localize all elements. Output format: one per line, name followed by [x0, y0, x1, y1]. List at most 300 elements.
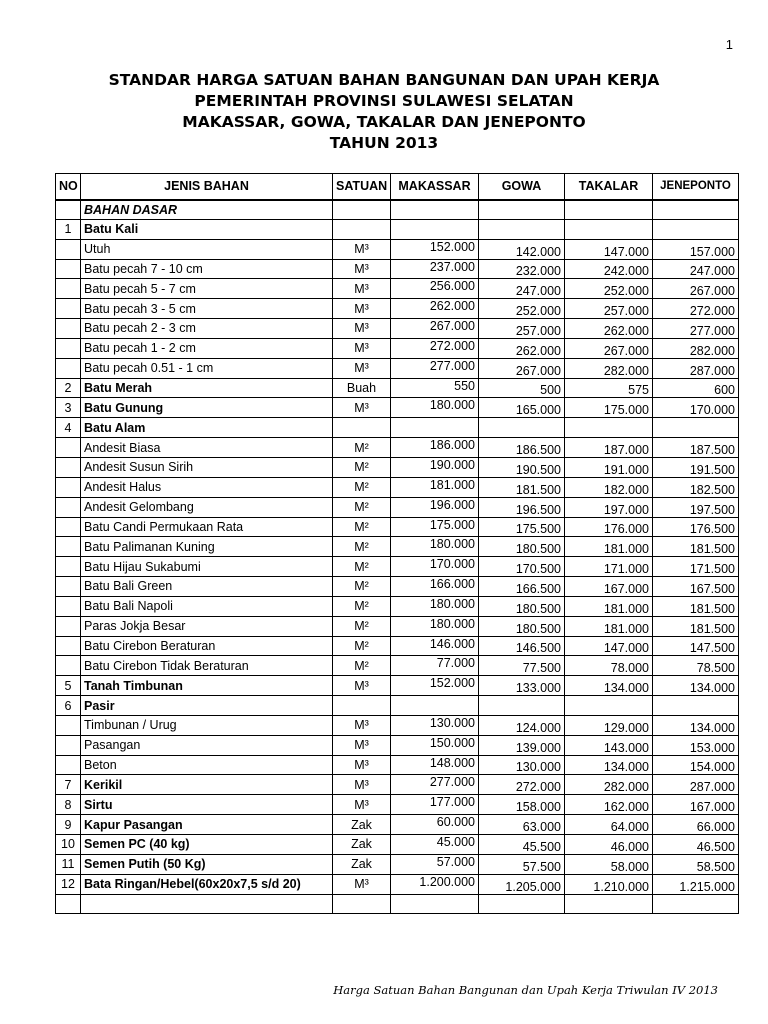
row-price-gowa: 124.000 [479, 715, 565, 735]
row-material: Beton [81, 755, 333, 775]
row-price-jeneponto: 197.500 [653, 497, 739, 517]
row-price-makassar: 177.000 [391, 795, 479, 815]
table-row [56, 616, 739, 636]
row-price-makassar: 146.000 [391, 636, 479, 656]
row-price-makassar: 77.000 [391, 656, 479, 676]
row-price-gowa: 262.000 [479, 338, 565, 358]
row-material: Timbunan / Urug [81, 715, 333, 735]
row-price-takalar: 182.000 [565, 477, 653, 497]
row-price-gowa: 139.000 [479, 735, 565, 755]
row-material: Andesit Susun Sirih [81, 457, 333, 477]
row-no [56, 656, 81, 676]
row-no: 12 [56, 874, 81, 894]
header-jenis-bahan: JENIS BAHAN [81, 174, 333, 200]
row-price-takalar: 252.000 [565, 279, 653, 299]
row-price-gowa: 130.000 [479, 755, 565, 775]
row-price-makassar: 180.000 [391, 537, 479, 557]
row-price-takalar: 181.000 [565, 596, 653, 616]
header-satuan: SATUAN [333, 174, 391, 200]
row-price-makassar: 166.000 [391, 577, 479, 597]
row-price-jeneponto: 287.000 [653, 775, 739, 795]
row-material: Batu pecah 3 - 5 cm [81, 299, 333, 319]
row-unit: M³ [333, 259, 391, 279]
row-no: 4 [56, 418, 81, 438]
row-unit: M³ [333, 735, 391, 755]
row-unit: M² [333, 537, 391, 557]
row-price-jeneponto: 167.000 [653, 795, 739, 815]
row-price-takalar [565, 219, 653, 239]
row-material: Kerikil [81, 775, 333, 795]
row-unit: M² [333, 656, 391, 676]
row-price-jeneponto: 134.000 [653, 676, 739, 696]
row-price-gowa [479, 696, 565, 716]
table-row [56, 418, 739, 438]
row-material: Batu pecah 2 - 3 cm [81, 319, 333, 339]
row-no [56, 517, 81, 537]
header-no: NO [56, 174, 81, 200]
row-no [56, 477, 81, 497]
row-price-jeneponto: 154.000 [653, 755, 739, 775]
row-price-jeneponto: 170.000 [653, 398, 739, 418]
table-row [56, 755, 739, 775]
row-material: Sirtu [81, 795, 333, 815]
row-unit: M³ [333, 338, 391, 358]
row-unit: M³ [333, 715, 391, 735]
row-price-makassar: 152.000 [391, 676, 479, 696]
row-no: 2 [56, 378, 81, 398]
row-material: Batu Candi Permukaan Rata [81, 517, 333, 537]
row-price-makassar: 45.000 [391, 835, 479, 855]
row-no [56, 358, 81, 378]
row-price-makassar: 170.000 [391, 557, 479, 577]
row-price-jeneponto [653, 219, 739, 239]
table-row [56, 358, 739, 378]
table-row [56, 319, 739, 339]
row-price-gowa: 158.000 [479, 795, 565, 815]
row-price-takalar: 58.000 [565, 854, 653, 874]
row-price-gowa [479, 894, 565, 914]
table-row [56, 239, 739, 259]
row-price-makassar: 181.000 [391, 477, 479, 497]
row-no [56, 755, 81, 775]
row-material: Andesit Halus [81, 477, 333, 497]
row-price-takalar: 134.000 [565, 755, 653, 775]
row-price-jeneponto: 267.000 [653, 279, 739, 299]
row-price-takalar: 242.000 [565, 259, 653, 279]
row-unit: M² [333, 517, 391, 537]
row-unit: M² [333, 616, 391, 636]
table-row [56, 854, 739, 874]
row-price-takalar: 187.000 [565, 438, 653, 458]
row-price-gowa: 57.500 [479, 854, 565, 874]
row-material: Batu Bali Green [81, 577, 333, 597]
row-price-gowa: 257.000 [479, 319, 565, 339]
row-price-takalar: 176.000 [565, 517, 653, 537]
row-no: 7 [56, 775, 81, 795]
row-price-makassar: 267.000 [391, 319, 479, 339]
row-unit: M² [333, 457, 391, 477]
row-price-gowa: 267.000 [479, 358, 565, 378]
row-price-gowa: 175.500 [479, 517, 565, 537]
row-material: Paras Jokja Besar [81, 616, 333, 636]
row-price-gowa: 1.205.000 [479, 874, 565, 894]
row-price-takalar: 175.000 [565, 398, 653, 418]
row-price-takalar: 197.000 [565, 497, 653, 517]
table-row [56, 219, 739, 239]
row-price-gowa: 181.500 [479, 477, 565, 497]
row-no [56, 537, 81, 557]
table-row [56, 696, 739, 716]
row-unit: Buah [333, 378, 391, 398]
row-price-makassar: 256.000 [391, 279, 479, 299]
row-price-jeneponto: 66.000 [653, 815, 739, 835]
row-material [81, 894, 333, 914]
row-price-takalar: 257.000 [565, 299, 653, 319]
row-no [56, 636, 81, 656]
table-row [56, 795, 739, 815]
row-unit: M³ [333, 795, 391, 815]
row-price-takalar [565, 200, 653, 220]
row-price-gowa: 166.500 [479, 577, 565, 597]
row-unit: M³ [333, 319, 391, 339]
row-price-takalar: 46.000 [565, 835, 653, 855]
row-price-jeneponto: 181.500 [653, 537, 739, 557]
row-unit: M³ [333, 358, 391, 378]
row-price-jeneponto: 147.500 [653, 636, 739, 656]
row-unit [333, 696, 391, 716]
row-unit: M² [333, 557, 391, 577]
row-price-jeneponto: 167.500 [653, 577, 739, 597]
row-unit: M³ [333, 239, 391, 259]
row-price-jeneponto [653, 894, 739, 914]
row-unit: M² [333, 497, 391, 517]
document-title [0, 70, 768, 154]
row-price-takalar: 282.000 [565, 358, 653, 378]
table-row [56, 656, 739, 676]
row-price-makassar: 150.000 [391, 735, 479, 755]
row-price-gowa [479, 418, 565, 438]
row-price-jeneponto: 58.500 [653, 854, 739, 874]
row-price-gowa: 133.000 [479, 676, 565, 696]
row-price-jeneponto: 187.500 [653, 438, 739, 458]
row-price-makassar: 1.200.000 [391, 874, 479, 894]
row-price-jeneponto: 282.000 [653, 338, 739, 358]
row-price-gowa: 186.500 [479, 438, 565, 458]
table-row [56, 259, 739, 279]
row-price-gowa: 170.500 [479, 557, 565, 577]
row-unit: Zak [333, 835, 391, 855]
row-no [56, 577, 81, 597]
row-price-makassar: 130.000 [391, 715, 479, 735]
row-price-gowa: 247.000 [479, 279, 565, 299]
row-price-jeneponto: 272.000 [653, 299, 739, 319]
row-unit [333, 418, 391, 438]
row-no: 3 [56, 398, 81, 418]
row-price-takalar [565, 696, 653, 716]
row-no [56, 735, 81, 755]
row-price-gowa: 180.500 [479, 616, 565, 636]
table-row [56, 279, 739, 299]
row-price-takalar: 167.000 [565, 577, 653, 597]
row-price-jeneponto [653, 696, 739, 716]
row-price-jeneponto: 247.000 [653, 259, 739, 279]
row-unit: M³ [333, 299, 391, 319]
row-price-makassar: 190.000 [391, 457, 479, 477]
row-price-makassar: 175.000 [391, 517, 479, 537]
table-row [56, 338, 739, 358]
row-price-takalar: 147.000 [565, 239, 653, 259]
row-price-makassar: 186.000 [391, 438, 479, 458]
row-price-jeneponto: 46.500 [653, 835, 739, 855]
header-takalar: TAKALAR [565, 174, 653, 200]
table-row [56, 200, 739, 220]
row-material: Batu Alam [81, 418, 333, 438]
table-row [56, 477, 739, 497]
row-no [56, 299, 81, 319]
table-row [56, 378, 739, 398]
row-price-jeneponto: 1.215.000 [653, 874, 739, 894]
row-price-makassar: 148.000 [391, 755, 479, 775]
row-price-jeneponto: 134.000 [653, 715, 739, 735]
row-price-takalar: 162.000 [565, 795, 653, 815]
row-unit [333, 219, 391, 239]
row-no [56, 457, 81, 477]
table-row [56, 894, 739, 914]
row-price-takalar: 64.000 [565, 815, 653, 835]
row-unit: M² [333, 438, 391, 458]
row-material: Batu Cirebon Tidak Beraturan [81, 656, 333, 676]
row-price-makassar: 152.000 [391, 239, 479, 259]
row-no [56, 616, 81, 636]
row-material: Batu Cirebon Beraturan [81, 636, 333, 656]
row-material: Batu pecah 1 - 2 cm [81, 338, 333, 358]
row-material: Batu Bali Napoli [81, 596, 333, 616]
table-header-row [56, 174, 739, 200]
row-price-gowa: 232.000 [479, 259, 565, 279]
row-price-takalar: 1.210.000 [565, 874, 653, 894]
row-price-makassar: 180.000 [391, 398, 479, 418]
table-row [56, 537, 739, 557]
row-price-gowa: 77.500 [479, 656, 565, 676]
row-price-makassar: 550 [391, 378, 479, 398]
row-price-takalar [565, 418, 653, 438]
title-line-1: STANDAR HARGA SATUAN BAHAN BANGUNAN DAN UPAH KERJA [108, 71, 660, 89]
table-body [56, 200, 739, 914]
row-material: Kapur Pasangan [81, 815, 333, 835]
row-price-makassar: 277.000 [391, 775, 479, 795]
row-unit: M² [333, 577, 391, 597]
row-price-jeneponto: 176.500 [653, 517, 739, 537]
table-row [56, 517, 739, 537]
row-price-gowa: 196.500 [479, 497, 565, 517]
row-no: 1 [56, 219, 81, 239]
row-no [56, 557, 81, 577]
row-price-gowa [479, 200, 565, 220]
row-material: Tanah Timbunan [81, 676, 333, 696]
row-price-takalar: 143.000 [565, 735, 653, 755]
header-jeneponto: JENEPONTO [653, 174, 739, 200]
row-price-takalar: 282.000 [565, 775, 653, 795]
row-material: Batu Gunung [81, 398, 333, 418]
row-no [56, 438, 81, 458]
row-price-jeneponto: 157.000 [653, 239, 739, 259]
table-row [56, 457, 739, 477]
row-material: Batu Merah [81, 378, 333, 398]
row-material: Semen PC (40 kg) [81, 835, 333, 855]
page-number: 1 [725, 37, 733, 52]
row-price-jeneponto: 287.000 [653, 358, 739, 378]
row-no [56, 497, 81, 517]
table-row [56, 398, 739, 418]
row-no: 6 [56, 696, 81, 716]
row-price-takalar: 262.000 [565, 319, 653, 339]
row-material: BAHAN DASAR [81, 200, 333, 220]
row-no [56, 319, 81, 339]
row-unit: M³ [333, 874, 391, 894]
table-row [56, 577, 739, 597]
table-row [56, 775, 739, 795]
table-row [56, 596, 739, 616]
table-row [56, 676, 739, 696]
row-no [56, 239, 81, 259]
row-material: Batu pecah 0.51 - 1 cm [81, 358, 333, 378]
row-price-gowa: 165.000 [479, 398, 565, 418]
row-price-gowa: 63.000 [479, 815, 565, 835]
row-price-gowa: 45.500 [479, 835, 565, 855]
row-price-jeneponto: 182.500 [653, 477, 739, 497]
row-no: 9 [56, 815, 81, 835]
title-line-3: MAKASSAR, GOWA, TAKALAR DAN JENEPONTO [182, 113, 586, 131]
row-unit [333, 200, 391, 220]
table-row [56, 715, 739, 735]
row-price-makassar: 180.000 [391, 596, 479, 616]
row-price-makassar [391, 418, 479, 438]
header-makassar: MAKASSAR [391, 174, 479, 200]
row-price-makassar: 60.000 [391, 815, 479, 835]
row-unit: M² [333, 596, 391, 616]
row-no [56, 259, 81, 279]
row-no: 5 [56, 676, 81, 696]
table-row [56, 735, 739, 755]
row-price-gowa: 272.000 [479, 775, 565, 795]
row-price-takalar: 181.000 [565, 616, 653, 636]
row-unit: M³ [333, 398, 391, 418]
row-no [56, 715, 81, 735]
row-no [56, 596, 81, 616]
row-unit: M² [333, 477, 391, 497]
row-material: Pasir [81, 696, 333, 716]
row-price-takalar: 129.000 [565, 715, 653, 735]
row-price-takalar: 267.000 [565, 338, 653, 358]
row-unit: Zak [333, 854, 391, 874]
row-price-takalar: 575 [565, 378, 653, 398]
page-footer: Harga Satuan Bahan Bangunan dan Upah Kerja Triwulan IV 2013 [333, 983, 718, 997]
row-no [56, 338, 81, 358]
table-row [56, 497, 739, 517]
row-price-takalar: 181.000 [565, 537, 653, 557]
row-price-takalar [565, 894, 653, 914]
row-no [56, 200, 81, 220]
row-price-jeneponto: 600 [653, 378, 739, 398]
title-line-2: PEMERINTAH PROVINSI SULAWESI SELATAN [194, 92, 574, 110]
row-material: Andesit Gelombang [81, 497, 333, 517]
header-gowa: GOWA [479, 174, 565, 200]
row-price-gowa: 146.500 [479, 636, 565, 656]
row-price-makassar: 262.000 [391, 299, 479, 319]
row-price-gowa [479, 219, 565, 239]
row-price-makassar: 237.000 [391, 259, 479, 279]
row-material: Andesit Biasa [81, 438, 333, 458]
row-unit: M³ [333, 755, 391, 775]
row-unit: M² [333, 636, 391, 656]
row-price-gowa: 500 [479, 378, 565, 398]
row-material: Utuh [81, 239, 333, 259]
title-line-4: TAHUN 2013 [329, 134, 439, 152]
row-price-makassar: 196.000 [391, 497, 479, 517]
row-no [56, 279, 81, 299]
table-row [56, 299, 739, 319]
row-price-takalar: 147.000 [565, 636, 653, 656]
row-price-takalar: 78.000 [565, 656, 653, 676]
row-no [56, 894, 81, 914]
row-no: 10 [56, 835, 81, 855]
table-row [56, 835, 739, 855]
row-price-gowa: 180.500 [479, 537, 565, 557]
row-material: Batu Kali [81, 219, 333, 239]
row-material: Batu pecah 5 - 7 cm [81, 279, 333, 299]
table-row [56, 815, 739, 835]
row-unit: M³ [333, 775, 391, 795]
row-price-jeneponto: 181.500 [653, 596, 739, 616]
row-price-takalar: 191.000 [565, 457, 653, 477]
row-price-makassar [391, 219, 479, 239]
row-price-takalar: 134.000 [565, 676, 653, 696]
row-price-gowa: 252.000 [479, 299, 565, 319]
row-price-gowa: 142.000 [479, 239, 565, 259]
row-material: Batu Hijau Sukabumi [81, 557, 333, 577]
row-unit [333, 894, 391, 914]
row-unit: M³ [333, 279, 391, 299]
table-row [56, 438, 739, 458]
row-price-makassar: 57.000 [391, 854, 479, 874]
row-price-jeneponto: 171.500 [653, 557, 739, 577]
row-no: 11 [56, 854, 81, 874]
row-price-makassar [391, 894, 479, 914]
row-material: Semen Putih (50 Kg) [81, 854, 333, 874]
row-price-gowa: 180.500 [479, 596, 565, 616]
row-price-makassar [391, 200, 479, 220]
row-price-makassar: 180.000 [391, 616, 479, 636]
row-price-makassar [391, 696, 479, 716]
row-material: Bata Ringan/Hebel(60x20x7,5 s/d 20) [81, 874, 333, 894]
row-unit: Zak [333, 815, 391, 835]
row-price-jeneponto [653, 200, 739, 220]
row-price-makassar: 277.000 [391, 358, 479, 378]
table-row [56, 874, 739, 894]
row-no: 8 [56, 795, 81, 815]
row-material: Batu Palimanan Kuning [81, 537, 333, 557]
row-price-jeneponto: 181.500 [653, 616, 739, 636]
row-price-jeneponto: 277.000 [653, 319, 739, 339]
row-unit: M³ [333, 676, 391, 696]
table-row [56, 557, 739, 577]
row-price-makassar: 272.000 [391, 338, 479, 358]
row-price-jeneponto: 78.500 [653, 656, 739, 676]
row-price-jeneponto: 191.500 [653, 457, 739, 477]
row-price-jeneponto [653, 418, 739, 438]
row-price-gowa: 190.500 [479, 457, 565, 477]
price-table [55, 173, 739, 914]
